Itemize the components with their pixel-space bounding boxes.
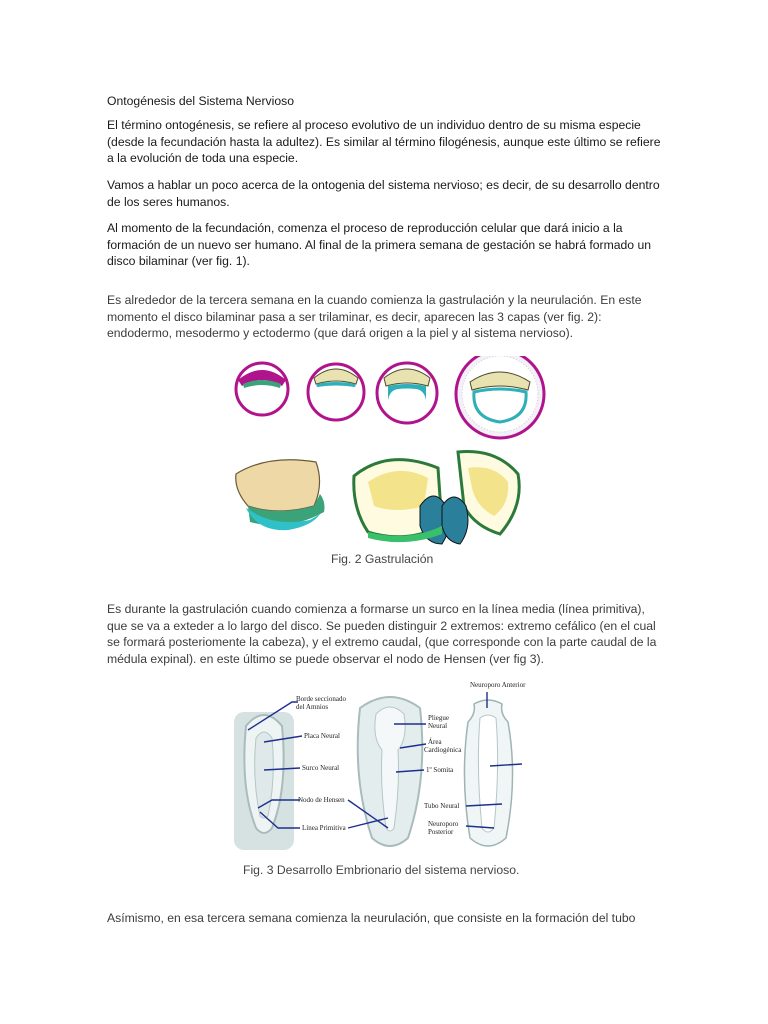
- label-neuroporo-anterior: Neuroporo Anterior: [470, 681, 526, 689]
- label-nodo-hensen: Nodo de Hensen: [298, 796, 345, 804]
- label-borde-seccionado: Borde seccionado: [296, 695, 346, 703]
- figure-gastrulation: [228, 356, 550, 546]
- label-tubo-neural: Tubo Neural: [424, 802, 460, 810]
- neurulation-cross-section-drawing: [354, 451, 519, 544]
- trilaminar-disc-drawing: [236, 460, 325, 530]
- label-pliegue: Pliegue: [428, 714, 449, 722]
- figure-embryonic-development: [232, 678, 536, 856]
- paragraph-ontogenesis-definition: El término ontogénesis, se refiere al proceso evolutivo de un individuo dentro de su misma especie (desde la fecundación hasta la adultez). Es similar al término filogénesis, aunque este último se refiere a la evolución de toda una especie.: [107, 118, 661, 165]
- gastrulation-stage-2-drawing: [308, 364, 364, 420]
- figure-3-caption: Fig. 3 Desarrollo Embrionario del sistema nervioso.: [243, 863, 520, 877]
- embryo-stage-3-drawing: [464, 700, 512, 846]
- label-linea-primitiva: Línea Primitiva: [302, 824, 346, 832]
- paragraph-neurulation: Asímismo, en esa tercera semana comienza la neurulación, que consiste en la formación del tubo: [107, 911, 636, 925]
- gastrulation-stage-1-drawing: [236, 363, 288, 415]
- paragraph-intro: Vamos a hablar un poco acerca de la ontogenia del sistema nervioso; es decir, de su desarrollo dentro de los seres humanos.: [107, 178, 660, 209]
- gastrulation-stage-4-drawing: [456, 356, 544, 438]
- figure-2-caption: Fig. 2 Gastrulación: [331, 552, 434, 566]
- label-del-amnios: del Amnios: [296, 703, 329, 711]
- label-neuroporo: Neuroporo: [428, 820, 459, 828]
- gastrulation-stage-3-drawing: [377, 363, 437, 423]
- label-neural: Neural: [428, 722, 448, 730]
- label-area: Área: [428, 738, 442, 746]
- paragraph-gastrulation: Es alrededor de la tercera semana en la cuando comienza la gastrulación y la neurulación. En este momento el disco bilaminar pasa a ser trilaminar, es decir, aparecen las 3 capas (ver fig. 2): endodermo, mesodermo y ectodermo (que dará origen a la piel y al sistema nervioso).: [107, 293, 642, 340]
- label-posterior: Posterior: [428, 828, 454, 836]
- label-placa-neural: Placa Neural: [304, 732, 340, 740]
- label-surco-neural: Surco Neural: [302, 764, 340, 772]
- embryo-stage-1-drawing: [234, 712, 294, 850]
- document-title: Ontogénesis del Sistema Nervioso: [107, 94, 294, 108]
- paragraph-fecundation: Al momento de la fecundación, comenza el proceso de reproducción celular que dará inicio a la formación de un nuevo ser humano. Al final de la primera semana de gestación se habrá formado un disco bilaminar (ver fig. 1).: [107, 221, 652, 268]
- paragraph-primitive-line: Es durante la gastrulación cuando comienza a formarse un surco en la línea media (línea primitiva), que se va a exteder a lo largo del disco. Se pueden distinguir 2 extremos: extremo cefálico (en el cual se formará posteriomente la cabeza), y el extremo caudal, (que corresponde con la parte caudal de la médula expinal). en este último se puede observar el nodo de Hensen (ver fig 3).: [107, 602, 657, 666]
- label-cardiogenica: Cardiogénica: [424, 746, 462, 754]
- label-somita: 1º Somita: [426, 766, 454, 774]
